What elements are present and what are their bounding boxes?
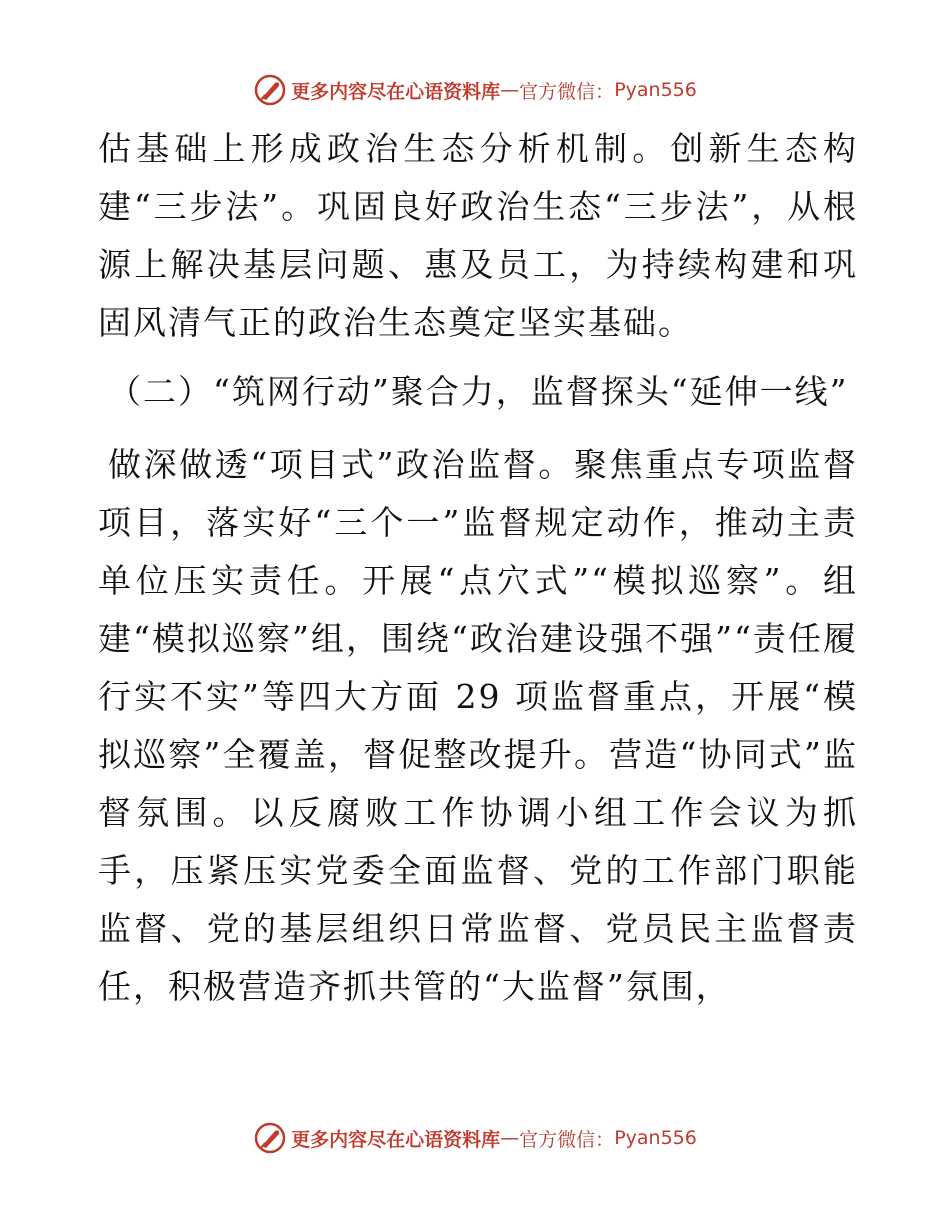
paragraph-3: 做深做透“项目式”政治监督。聚焦重点专项监督项目，落实好“三个一”监督规定动作，推动主责单位压实责任。开展“点穴式”“模拟巡察”。组建“模拟巡察”组，围绕“政治建设强不强”“责任履行实不实”等四大方面 29 项监督重点，开展“模拟巡察”全覆盖，督促整改提升。营造“协同式”监督氛围。以反腐败工作协调小组工作会议为抓手，压紧压实党委全面监督、党的工作部门职能监督、党的基层组织日常监督、党员民主监督责任，积极营造齐抓共管的“大监督”氛围，: [98, 445, 858, 1006]
section-heading-2: （二）“筑网行动”聚合力，监督探头“延伸一线”: [108, 372, 849, 411]
footer-banner: [0, 1118, 950, 1158]
banner-wechat-id: Pyan556: [614, 1127, 697, 1149]
paragraph-1: 估基础上形成政治生态分析机制。创新生态构建“三步法”。巩固良好政治生态“三步法”，从根源上解决基层问题、惠及员工，为持续构建和巩固风清气正的政治生态奠定坚实基础。: [98, 129, 858, 342]
banner-separator: —: [500, 1127, 520, 1149]
banner-brand-text: 更多内容尽在心语资料库: [291, 1128, 501, 1151]
banner-official-text: 官方微信：: [519, 80, 615, 103]
banner-official-text: 官方微信：: [519, 1128, 615, 1151]
banner-brand-text: 更多内容尽在心语资料库: [291, 80, 501, 103]
banner-separator: —: [500, 79, 520, 101]
header-banner: [0, 70, 950, 110]
banner-wechat-id: Pyan556: [614, 79, 697, 101]
quill-pen-circle-icon: [253, 73, 287, 107]
document-body: [98, 120, 858, 1016]
quill-pen-circle-icon: [253, 1121, 287, 1155]
